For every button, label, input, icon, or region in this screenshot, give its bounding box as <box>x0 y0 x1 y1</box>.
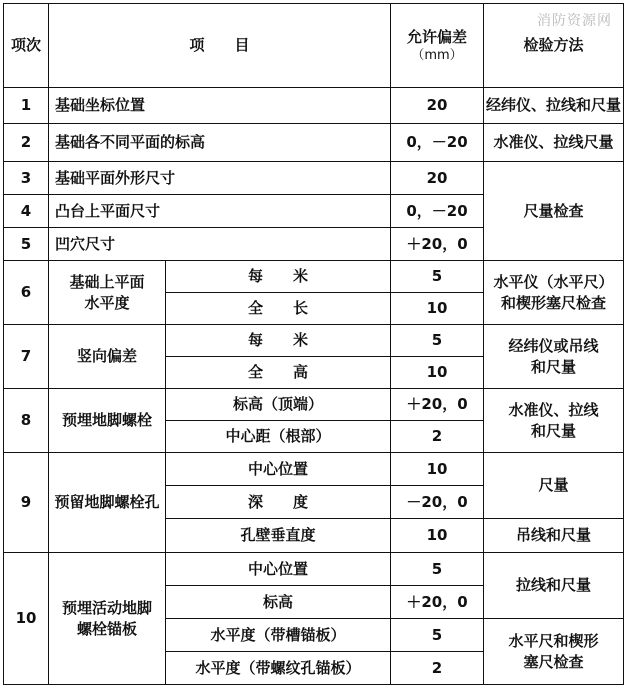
row-item <box>49 553 166 685</box>
row-item: 竖向偏差 <box>49 325 166 389</box>
table-row <box>4 453 624 486</box>
row-method-line1: 水平仪（水平尺） <box>493 273 614 292</box>
row-method-line2: 和尺量 <box>531 421 577 440</box>
row-method-line1: 水准仪、拉线 <box>508 401 599 420</box>
row-tolerance: 2 <box>391 652 484 685</box>
row-method: 吊线和尺量 <box>484 519 624 553</box>
row-method <box>484 389 624 453</box>
table-row <box>4 88 624 124</box>
row-method <box>484 261 624 325</box>
header-tolerance <box>391 4 484 88</box>
row-subitem: 全 高 <box>166 357 391 389</box>
header-index: 项次 <box>4 4 49 88</box>
row-item-line2: 水平度 <box>84 293 130 312</box>
row-tolerance: 0，－20 <box>391 124 484 162</box>
row-subitem: 深 度 <box>166 486 391 519</box>
table-row <box>4 124 624 162</box>
row-tolerance: ＋20，0 <box>391 389 484 421</box>
row-tolerance: ＋20，0 <box>391 586 484 619</box>
watermark-text: 消防资源网 <box>537 13 612 29</box>
row-subitem: 全 长 <box>166 293 391 325</box>
row-method-line2: 和尺量 <box>531 357 577 376</box>
table-row <box>4 553 624 586</box>
table-header-row <box>4 4 624 88</box>
row-method: 尺量检查 <box>484 162 624 261</box>
row-item <box>49 261 166 325</box>
header-tolerance-label: 允许偏差 <box>407 27 468 46</box>
header-item: 项 目 <box>49 4 391 88</box>
row-item: 凹穴尺寸 <box>49 228 391 261</box>
row-subitem: 孔壁垂直度 <box>166 519 391 553</box>
row-method-line2: 和楔形塞尺检查 <box>501 293 607 312</box>
row-tolerance: 20 <box>391 162 484 195</box>
row-subitem: 水平度（带槽锚板） <box>166 619 391 652</box>
row-item: 基础坐标位置 <box>49 88 391 124</box>
row-subitem: 中心位置 <box>166 553 391 586</box>
row-index: 1 <box>4 88 49 124</box>
row-method-line1: 经纬仪或吊线 <box>508 337 599 356</box>
row-tolerance: 5 <box>391 553 484 586</box>
row-tolerance: 10 <box>391 453 484 486</box>
row-index: 9 <box>4 453 49 553</box>
row-subitem: 每 米 <box>166 325 391 357</box>
row-subitem: 标高 <box>166 586 391 619</box>
row-index: 6 <box>4 261 49 325</box>
row-method: 尺量 <box>484 453 624 519</box>
row-item-line2: 螺栓锚板 <box>76 619 137 638</box>
table-row <box>4 261 624 293</box>
row-method <box>484 325 624 389</box>
row-item: 基础各不同平面的标高 <box>49 124 391 162</box>
row-tolerance: 10 <box>391 519 484 553</box>
row-tolerance: 0，－20 <box>391 195 484 228</box>
row-tolerance: 10 <box>391 357 484 389</box>
tolerance-table <box>3 3 624 685</box>
row-index: 4 <box>4 195 49 228</box>
row-tolerance: －20，0 <box>391 486 484 519</box>
row-item: 凸台上平面尺寸 <box>49 195 391 228</box>
row-index: 10 <box>4 553 49 685</box>
row-subitem: 每 米 <box>166 261 391 293</box>
row-subitem: 中心位置 <box>166 453 391 486</box>
row-index: 7 <box>4 325 49 389</box>
row-method: 水准仪、拉线尺量 <box>484 124 624 162</box>
header-method: 检验方法 <box>484 4 624 88</box>
row-tolerance: 20 <box>391 88 484 124</box>
row-index: 8 <box>4 389 49 453</box>
row-method-line1: 水平尺和楔形 <box>508 632 599 651</box>
row-item: 基础平面外形尺寸 <box>49 162 391 195</box>
row-subitem: 标高（顶端） <box>166 389 391 421</box>
row-method-line2: 塞尺检查 <box>523 652 584 671</box>
row-index: 3 <box>4 162 49 195</box>
table-row <box>4 162 624 195</box>
row-subitem: 中心距（根部） <box>166 421 391 453</box>
row-tolerance: 5 <box>391 261 484 293</box>
header-unit: （mm） <box>411 47 463 63</box>
row-item-line1: 基础上平面 <box>69 273 145 292</box>
row-item: 预埋地脚螺栓 <box>49 389 166 453</box>
row-method <box>484 619 624 685</box>
row-method: 拉线和尺量 <box>484 553 624 619</box>
row-index: 2 <box>4 124 49 162</box>
row-tolerance: 2 <box>391 421 484 453</box>
row-subitem: 水平度（带螺纹孔锚板） <box>166 652 391 685</box>
table-row <box>4 325 624 357</box>
row-tolerance: 5 <box>391 325 484 357</box>
row-tolerance: ＋20，0 <box>391 228 484 261</box>
row-item-line1: 预埋活动地脚 <box>61 599 152 618</box>
row-method: 经纬仪、拉线和尺量 <box>484 88 624 124</box>
table-row <box>4 389 624 421</box>
row-index: 5 <box>4 228 49 261</box>
row-item: 预留地脚螺栓孔 <box>49 453 166 553</box>
row-tolerance: 5 <box>391 619 484 652</box>
row-tolerance: 10 <box>391 293 484 325</box>
